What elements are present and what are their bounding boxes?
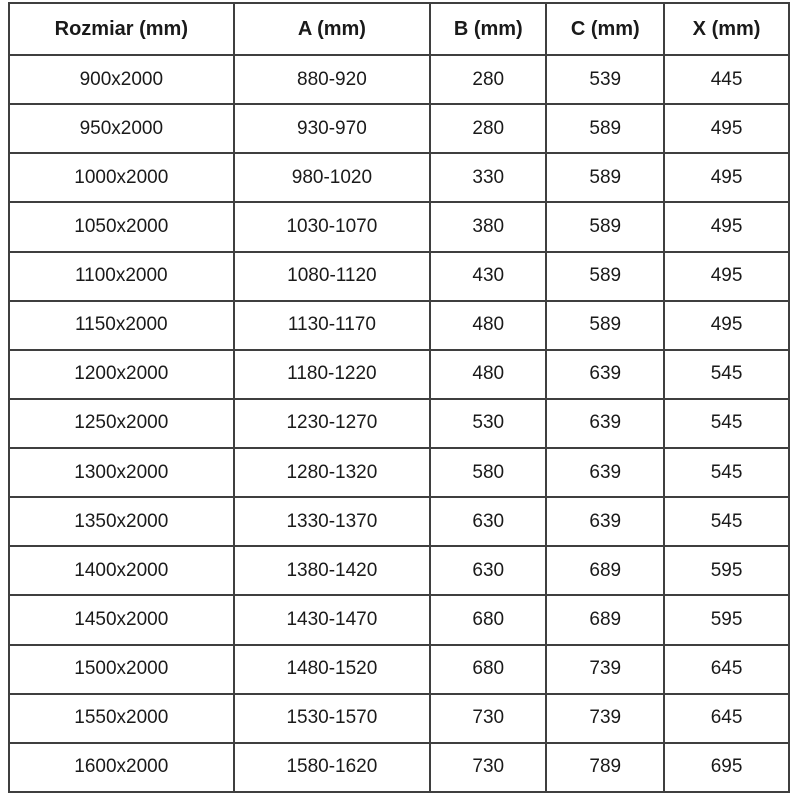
table-cell-b: 430 xyxy=(430,252,546,301)
table-cell-c: 589 xyxy=(546,301,664,350)
table-cell-a: 1130-1170 xyxy=(234,301,431,350)
table-cell-x: 495 xyxy=(664,153,789,202)
table-row xyxy=(9,694,789,743)
table-cell-rozmiar: 1300x2000 xyxy=(9,448,234,497)
dimensions-table xyxy=(8,2,790,793)
table-row xyxy=(9,202,789,251)
table-cell-a: 1330-1370 xyxy=(234,497,431,546)
table-row xyxy=(9,350,789,399)
table-cell-x: 545 xyxy=(664,448,789,497)
table-cell-x: 645 xyxy=(664,694,789,743)
table-cell-a: 1580-1620 xyxy=(234,743,431,792)
table-cell-rozmiar: 1550x2000 xyxy=(9,694,234,743)
column-header-a: A (mm) xyxy=(234,3,431,55)
table-cell-x: 645 xyxy=(664,645,789,694)
table-cell-a: 1430-1470 xyxy=(234,595,431,644)
table-row xyxy=(9,743,789,792)
table-cell-b: 630 xyxy=(430,546,546,595)
table-cell-rozmiar: 1250x2000 xyxy=(9,399,234,448)
table-cell-a: 1180-1220 xyxy=(234,350,431,399)
table-cell-a: 1530-1570 xyxy=(234,694,431,743)
table-cell-x: 495 xyxy=(664,104,789,153)
table-cell-rozmiar: 1450x2000 xyxy=(9,595,234,644)
table-row xyxy=(9,448,789,497)
table-cell-a: 880-920 xyxy=(234,55,431,104)
table-cell-rozmiar: 1600x2000 xyxy=(9,743,234,792)
table-cell-b: 280 xyxy=(430,55,546,104)
table-cell-rozmiar: 1100x2000 xyxy=(9,252,234,301)
table-cell-x: 445 xyxy=(664,55,789,104)
table-cell-a: 1380-1420 xyxy=(234,546,431,595)
table-cell-c: 589 xyxy=(546,153,664,202)
table-cell-b: 480 xyxy=(430,350,546,399)
table-row xyxy=(9,645,789,694)
table-cell-rozmiar: 1000x2000 xyxy=(9,153,234,202)
table-cell-b: 330 xyxy=(430,153,546,202)
table-cell-x: 545 xyxy=(664,350,789,399)
table-row xyxy=(9,153,789,202)
table-cell-c: 739 xyxy=(546,645,664,694)
table-cell-rozmiar: 1200x2000 xyxy=(9,350,234,399)
table-cell-c: 639 xyxy=(546,399,664,448)
table-cell-b: 380 xyxy=(430,202,546,251)
table-body xyxy=(9,55,789,792)
table-cell-c: 689 xyxy=(546,595,664,644)
table-cell-x: 595 xyxy=(664,595,789,644)
table-cell-c: 589 xyxy=(546,104,664,153)
table-cell-c: 639 xyxy=(546,497,664,546)
table-cell-rozmiar: 1350x2000 xyxy=(9,497,234,546)
table-cell-rozmiar: 950x2000 xyxy=(9,104,234,153)
table-cell-c: 789 xyxy=(546,743,664,792)
table-row xyxy=(9,497,789,546)
table-cell-c: 639 xyxy=(546,350,664,399)
table-cell-rozmiar: 1050x2000 xyxy=(9,202,234,251)
table-cell-x: 545 xyxy=(664,497,789,546)
column-header-rozmiar: Rozmiar (mm) xyxy=(9,3,234,55)
table-row xyxy=(9,55,789,104)
table-cell-rozmiar: 1150x2000 xyxy=(9,301,234,350)
table-cell-b: 480 xyxy=(430,301,546,350)
table-cell-x: 695 xyxy=(664,743,789,792)
table-cell-b: 680 xyxy=(430,645,546,694)
table-cell-x: 545 xyxy=(664,399,789,448)
table-cell-a: 1480-1520 xyxy=(234,645,431,694)
table-row xyxy=(9,399,789,448)
table-cell-c: 589 xyxy=(546,202,664,251)
table-cell-b: 730 xyxy=(430,743,546,792)
table-cell-c: 539 xyxy=(546,55,664,104)
table-row xyxy=(9,301,789,350)
table-cell-a: 1280-1320 xyxy=(234,448,431,497)
table-cell-rozmiar: 900x2000 xyxy=(9,55,234,104)
table-cell-rozmiar: 1500x2000 xyxy=(9,645,234,694)
table-cell-b: 730 xyxy=(430,694,546,743)
table-row xyxy=(9,104,789,153)
table-cell-rozmiar: 1400x2000 xyxy=(9,546,234,595)
table-cell-a: 1230-1270 xyxy=(234,399,431,448)
table-cell-a: 980-1020 xyxy=(234,153,431,202)
table-cell-b: 630 xyxy=(430,497,546,546)
table-cell-b: 530 xyxy=(430,399,546,448)
table-cell-x: 495 xyxy=(664,202,789,251)
table-row xyxy=(9,546,789,595)
dimensions-table-container xyxy=(8,2,790,793)
table-row xyxy=(9,252,789,301)
table-cell-a: 930-970 xyxy=(234,104,431,153)
table-cell-c: 639 xyxy=(546,448,664,497)
column-header-b: B (mm) xyxy=(430,3,546,55)
table-cell-c: 739 xyxy=(546,694,664,743)
table-cell-c: 689 xyxy=(546,546,664,595)
table-cell-b: 280 xyxy=(430,104,546,153)
header-row xyxy=(9,3,789,55)
table-cell-x: 595 xyxy=(664,546,789,595)
table-cell-b: 680 xyxy=(430,595,546,644)
table-cell-x: 495 xyxy=(664,252,789,301)
table-cell-x: 495 xyxy=(664,301,789,350)
column-header-c: C (mm) xyxy=(546,3,664,55)
column-header-x: X (mm) xyxy=(664,3,789,55)
table-cell-c: 589 xyxy=(546,252,664,301)
table-cell-a: 1030-1070 xyxy=(234,202,431,251)
table-header xyxy=(9,3,789,55)
table-row xyxy=(9,595,789,644)
table-cell-b: 580 xyxy=(430,448,546,497)
table-cell-a: 1080-1120 xyxy=(234,252,431,301)
